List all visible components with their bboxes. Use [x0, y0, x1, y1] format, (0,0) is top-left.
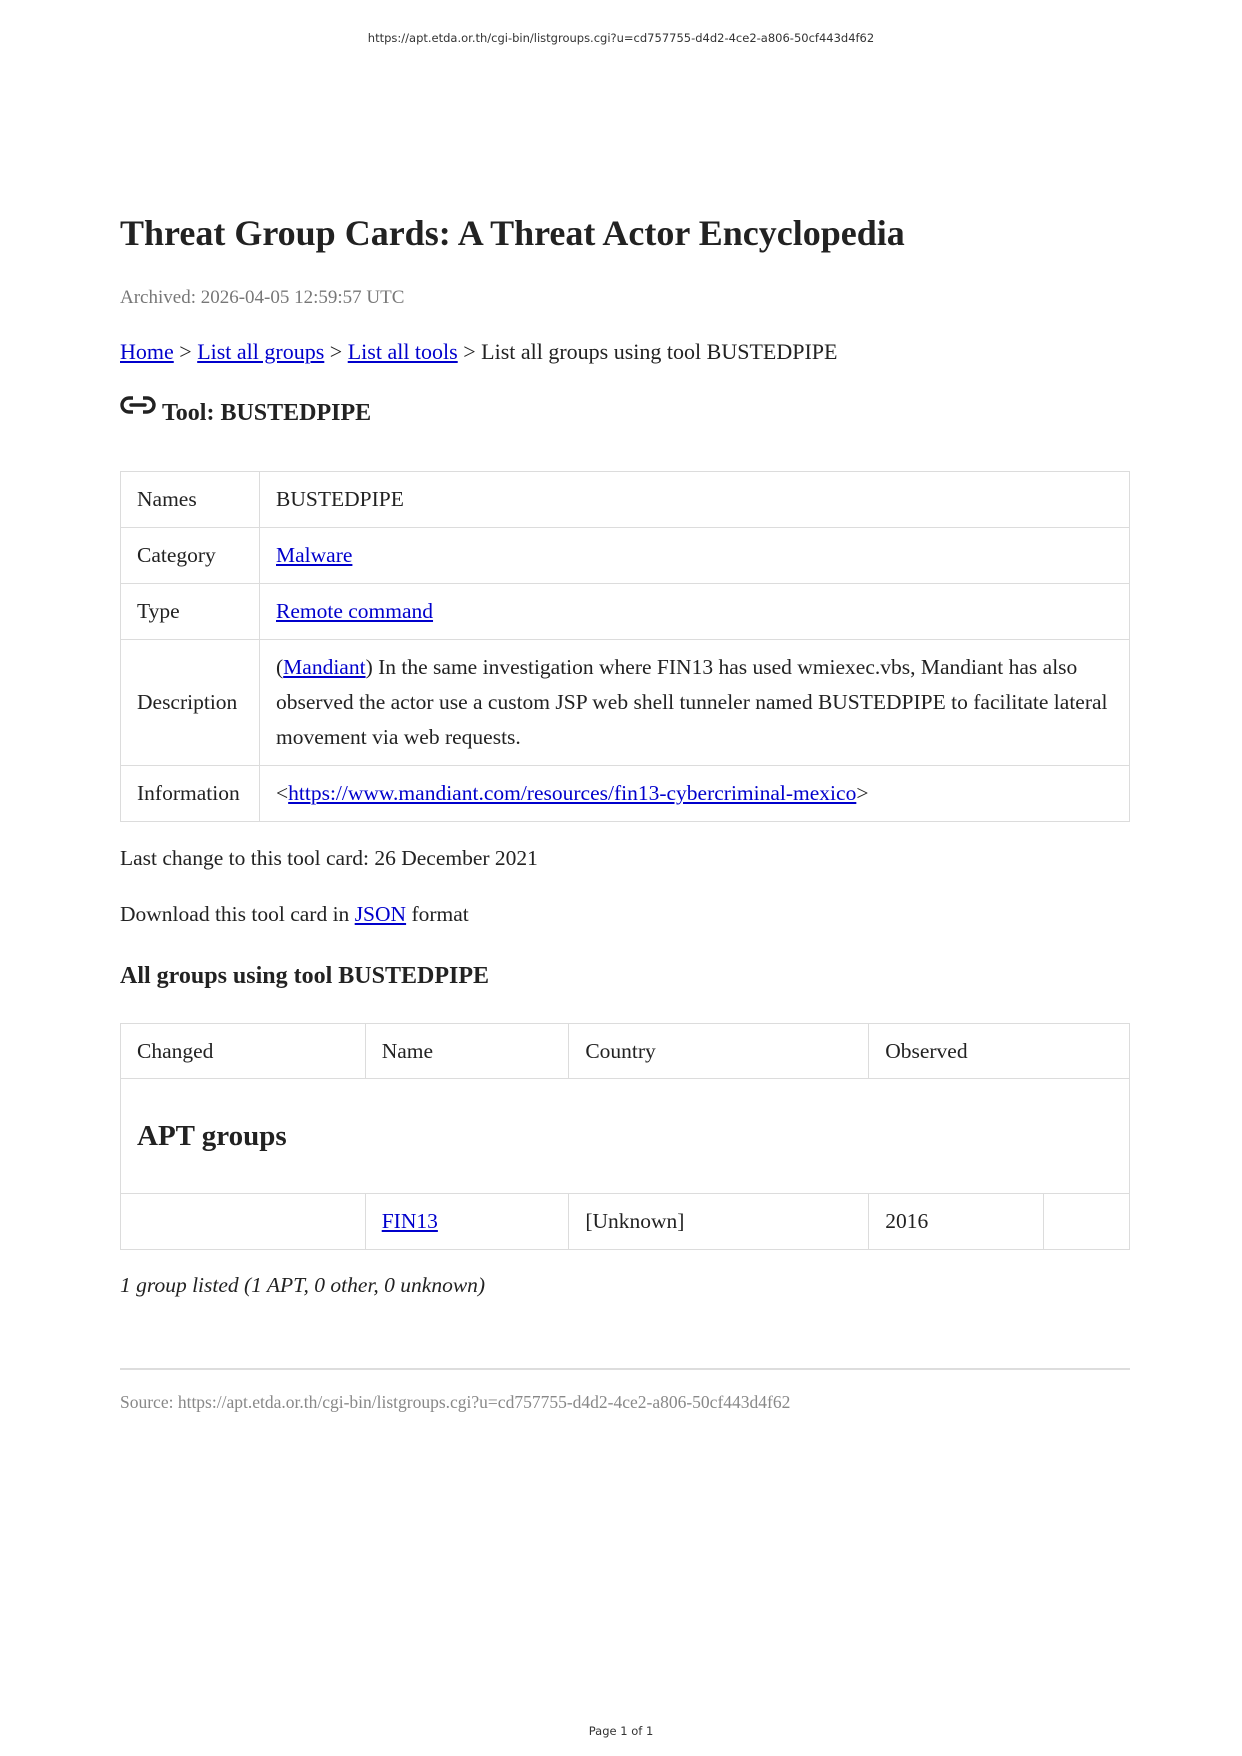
- tool-row-names: [121, 472, 1130, 528]
- breadcrumb-home-link[interactable]: Home: [120, 339, 174, 364]
- column-header-name: Name: [365, 1024, 569, 1079]
- divider: [120, 1368, 1130, 1370]
- tool-label-type: Type: [121, 584, 260, 640]
- groups-summary: 1 group listed (1 APT, 0 other, 0 unknown): [120, 1273, 486, 1297]
- tool-value-category: [260, 528, 1130, 584]
- tool-label-information: Information: [121, 766, 260, 822]
- download-suffix: format: [411, 902, 469, 926]
- breadcrumb-separator: >: [179, 339, 192, 364]
- print-header-url: https://apt.etda.or.th/cgi-bin/listgroups.cgi?u=cd757755-d4d2-4ce2-a806-50cf443d4f62: [367, 31, 875, 45]
- breadcrumb-separator: >: [329, 339, 343, 364]
- download-line: [120, 902, 469, 927]
- column-header-observed: Observed: [869, 1024, 1130, 1079]
- tool-row-type: [121, 584, 1130, 640]
- tool-value-names: BUSTEDPIPE: [260, 472, 1130, 528]
- breadcrumb-current: List all groups using tool BUSTEDPIPE: [481, 339, 838, 364]
- cell-changed: [121, 1194, 366, 1250]
- group-link-fin13[interactable]: FIN13: [381, 1209, 438, 1233]
- tool-value-description: [260, 640, 1130, 766]
- information-link[interactable]: https://www.mandiant.com/resources/fin13-cybercriminal-mexico: [288, 781, 857, 805]
- link-icon: [120, 395, 156, 417]
- section-title-apt-groups: APT groups: [121, 1079, 1130, 1194]
- tool-label-names: Names: [121, 472, 260, 528]
- groups-table: [120, 1023, 1130, 1250]
- download-prefix: Download this tool card in: [120, 902, 350, 926]
- groups-heading: All groups using tool BUSTEDPIPE: [120, 963, 489, 989]
- tool-value-information: [260, 766, 1130, 822]
- tool-heading: [120, 400, 371, 427]
- cell-country: [Unknown]: [569, 1194, 869, 1250]
- cell-extra: [1043, 1194, 1129, 1250]
- source-url: Source: https://apt.etda.or.th/cgi-bin/listgroups.cgi?u=cd757755-d4d2-4ce2-a806-50cf443d4f62: [120, 1392, 791, 1412]
- breadcrumb: [120, 339, 837, 365]
- mandiant-source-link[interactable]: Mandiant: [283, 655, 366, 679]
- tool-row-category: [121, 528, 1130, 584]
- cell-observed: 2016: [869, 1194, 1044, 1250]
- tool-value-type: [260, 584, 1130, 640]
- tool-heading-text: Tool: BUSTEDPIPE: [162, 400, 372, 426]
- tool-info-table: [120, 471, 1130, 822]
- page-title: Threat Group Cards: A Threat Actor Encyclopedia: [120, 213, 905, 253]
- json-download-link[interactable]: JSON: [354, 902, 407, 926]
- groups-header-row: [121, 1024, 1130, 1079]
- type-link[interactable]: Remote command: [276, 599, 434, 623]
- tool-label-category: Category: [121, 528, 260, 584]
- column-header-country: Country: [569, 1024, 869, 1079]
- page-number: Page 1 of 1: [588, 1724, 654, 1738]
- breadcrumb-separator: >: [463, 339, 476, 364]
- breadcrumb-list-tools-link[interactable]: List all tools: [347, 339, 458, 364]
- cell-name: [365, 1194, 569, 1250]
- tool-row-description: [121, 640, 1130, 766]
- table-row: [121, 1194, 1130, 1250]
- archived-timestamp: Archived: 2026-04-05 12:59:57 UTC: [120, 287, 405, 308]
- breadcrumb-list-groups-link[interactable]: List all groups: [197, 339, 325, 364]
- paren-open: (: [276, 655, 284, 679]
- section-row: [121, 1079, 1130, 1194]
- last-change-text: Last change to this tool card: 26 December 2021: [120, 846, 538, 870]
- angle-close: >: [856, 781, 869, 805]
- column-header-changed: Changed: [121, 1024, 366, 1079]
- tool-label-description: Description: [121, 640, 260, 766]
- angle-open: <: [276, 781, 289, 805]
- tool-row-information: [121, 766, 1130, 822]
- description-text: ) In the same investigation where FIN13 has used wmiexec.vbs, Mandiant has also observed the actor use a custom JSP web shell tunneler named BUSTEDPIPE to facilitate lateral movement via web requests.: [276, 655, 1108, 749]
- category-link[interactable]: Malware: [276, 543, 353, 567]
